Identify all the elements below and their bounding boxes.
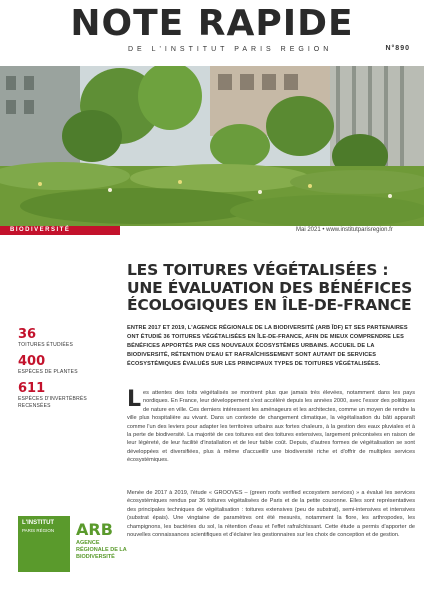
body-paragraph-2: Menée de 2017 à 2019, l'étude « GROOVES – (green roofs verified ecosystem services) » a évalué les services écosystémiques rendus par 36 toitures végétalisées de Paris et de la petite couronne. Elles sont représentatives des principales techniques de végétalisation : toitures extensives (peu de substrat), semi-intensives et intensives (substrat épais). Une vingtaine de paramètres ont été mesurés, notamment la flore, les arthropodes, les champignons, les bactéries du sol, la rétention d'eau et l'effet rafraîchissant. Cette étude a permis d'apporter de nouvelles connaissances scientifiques et d'éclairer les gestionnaires sur les choix de conception et de gestion.: [127, 490, 415, 539]
logo-agency-text: AGENCE RÉGIONALE DE LA BIODIVERSITÉ: [76, 540, 127, 560]
body-paragraph-1-text: es attentes des toits végétalisés se montrent plus que jamais très élevées, notamment dans les pays nordiques. En France, leur développement s'est accéléré depuis les années 2000, avec l'essor des politiques de nature en ville. Ces derniers intéressent les aménageurs et les architectes, comme un moyen de rendre la ville plus hospitalière au vivant. Dans un contexte de changement climatique, la végétalisation du bâti apparaît comme l'un des leviers pour adapter les territoires urbains aux fortes chaleurs, à la gestion des eaux pluviales et à la perte de biodiversité. La majorité de ces toitures est des toitures extensives, largement préconisées en raison de leur légèreté, de leur facilité d'installation et de leur faible coût. Depuis, d'autres formes de végétalisation se sont développées et diversifiées, plus à même d'accueillir une biodiversité riche et d'offrir de multiples services écosystémiques.: [127, 390, 415, 464]
institut-logo-block: [18, 516, 70, 572]
cover-photo: [0, 66, 424, 226]
section-bar: [0, 226, 424, 235]
logo-institut-text: L'INSTITUT: [22, 520, 55, 526]
headline-line-2: UNE ÉVALUATION DES BÉNÉFICES: [127, 278, 413, 297]
stat-roofs: [18, 328, 118, 349]
stat-number: 611: [18, 381, 46, 396]
key-figures: [18, 328, 118, 416]
publication-subtitle: DE L'INSTITUT PARIS REGION: [128, 46, 333, 53]
logo-paris-region-text: PARIS RÉGION: [22, 528, 55, 533]
article-headline: [127, 262, 417, 315]
logo-arb-text: ARB: [76, 520, 113, 539]
stat-label: ESPÈCES D'INVERTÉBRÉS RECENSÉES: [18, 396, 87, 409]
stat-number: 400: [18, 354, 46, 369]
stat-invertebrates: [18, 382, 118, 410]
issue-number: N°890: [385, 45, 410, 52]
body-paragraph-1: [127, 389, 415, 465]
masthead: [0, 0, 424, 62]
arb-logo: [18, 516, 126, 578]
stat-label: ESPÈCES DE PLANTES: [18, 369, 78, 375]
headline-line-3: ÉCOLOGIQUES EN ÎLE-DE-FRANCE: [127, 296, 412, 314]
publication-title: NOTE RAPIDE: [70, 3, 354, 44]
publication-date: Mai 2021 • www.institutparisregion.fr: [296, 227, 393, 233]
stat-label: TOITURES ÉTUDIÉES: [18, 342, 73, 348]
stat-plants: [18, 355, 118, 376]
section-label: BIODIVERSITÉ: [10, 227, 71, 233]
headline-line-1: LES TOITURES VÉGÉTALISÉES :: [127, 261, 389, 279]
drop-cap: L: [127, 387, 142, 412]
article-intro: ENTRE 2017 ET 2019, L'AGENCE RÉGIONALE DE LA BIODIVERSITÉ (ARB ÎDF) ET SES PARTENAIRES ONT ÉTUDIÉ 36 TOITURES VÉGÉTALISÉES EN ÎLE-DE-FRANCE, AFIN DE MIEUX COMPRENDRE LES BÉNÉFICES APPORTÉS PAR CES NOUVEAUX ÉCOSYSTÈMES URBAINS. ACCUEIL DE LA BIODIVERSITÉ, RÉTENTION D'EAU ET RAFRAÎCHISSEMENT SONT AUTANT DE SERVICES ÉCOSYSTÉMIQUES ÉVALUÉS SUR LES PRINCIPAUX TYPES DE TOITURES VÉGÉTALISÉES.: [127, 325, 408, 367]
stat-number: 36: [18, 327, 37, 342]
